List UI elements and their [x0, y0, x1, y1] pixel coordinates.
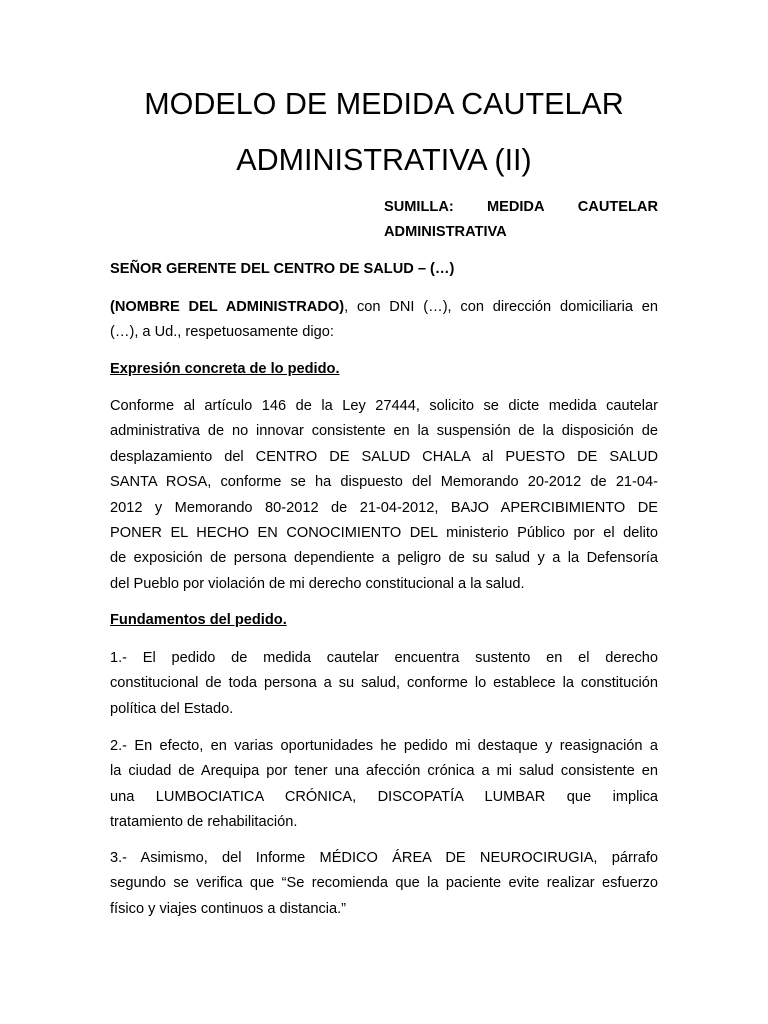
- sumilla-word-2: MEDIDA: [486, 199, 545, 215]
- document-title: [110, 76, 658, 188]
- paragraph-line: físico y viajes continuos a distancia.”: [110, 900, 347, 917]
- paragraph-fundamento-3: [110, 846, 658, 922]
- paragraph-line: una LUMBOCIATICA CRÓNICA, DISCOPATÍA LUMBAR que implica: [110, 788, 658, 805]
- paragraph-line: del Pueblo por violación de mi derecho constitucional a la salud.: [110, 575, 525, 592]
- paragraph-line: Conforme al artículo 146 de la Ley 27444, solicito se dicte medida cautelar: [110, 398, 658, 414]
- intro-line-1-rest: , con DNI (…), con dirección domiciliaria en: [344, 299, 658, 315]
- intro-paragraph: [110, 295, 658, 346]
- paragraph-line: la ciudad de Arequipa por tener una afección crónica a mi salud consistente en: [110, 763, 658, 780]
- paragraph-line: tratamiento de rehabilitación.: [110, 814, 298, 831]
- paragraph-line: 1.- El pedido de medida cautelar encuentra sustento en el derecho: [110, 650, 658, 666]
- paragraph-fundamento-1: [110, 646, 658, 722]
- paragraph-pedido: [110, 394, 658, 597]
- sumilla-line-2: ADMINISTRATIVA: [384, 224, 507, 240]
- paragraph-line: 2012 y Memorando 80-2012 de 21-04-2012, BAJO APERCIBIMIENTO DE: [110, 499, 658, 516]
- sumilla-word-1: SUMILLA:: [384, 199, 454, 215]
- sumilla-block: [384, 195, 658, 245]
- paragraph-fundamento-2: [110, 734, 658, 836]
- addressee: SEÑOR GERENTE DEL CENTRO DE SALUD – (…): [110, 261, 455, 277]
- administrado-name: (NOMBRE DEL ADMINISTRADO): [110, 299, 345, 315]
- section-heading-fundamentos: Fundamentos del pedido.: [110, 612, 287, 628]
- paragraph-line: constitucional de toda persona a su salud, conforme lo establece la constitución: [110, 675, 658, 692]
- paragraph-line: 3.- Asimismo, del Informe MÉDICO ÁREA DE NEUROCIRUGIA, párrafo: [110, 850, 658, 866]
- paragraph-line: de exposición de persona dependiente a peligro de su salud y a la Defensoría: [110, 550, 658, 567]
- paragraph-line: SANTA ROSA, conforme se ha dispuesto del Memorando 20-2012 de 21-04-: [110, 474, 658, 491]
- paragraph-line: PONER EL HECHO EN CONOCIMIENTO DEL ministerio Público por el delito: [110, 525, 658, 542]
- section-heading-pedido: Expresión concreta de lo pedido.: [110, 361, 340, 377]
- sumilla-line-1: [384, 195, 658, 220]
- intro-line-2: (…), a Ud., respetuosamente digo:: [110, 324, 334, 341]
- title-line-1: MODELO DE MEDIDA CAUTELAR: [144, 87, 624, 121]
- sumilla-word-3: CAUTELAR: [577, 199, 658, 215]
- paragraph-line: administrativa de no innovar consistente en la suspensión de la disposición de: [110, 423, 658, 440]
- paragraph-line: segundo se verifica que “Se recomienda que la paciente evite realizar esfuerzo: [110, 875, 658, 892]
- paragraph-line: 2.- En efecto, en varias oportunidades he pedido mi destaque y reasignación a: [110, 738, 658, 754]
- paragraph-line: desplazamiento del CENTRO DE SALUD CHALA al PUESTO DE SALUD: [110, 448, 658, 465]
- intro-line-1: [110, 295, 658, 320]
- title-line-2: ADMINISTRATIVA (II): [236, 143, 532, 177]
- paragraph-line: política del Estado.: [110, 700, 234, 717]
